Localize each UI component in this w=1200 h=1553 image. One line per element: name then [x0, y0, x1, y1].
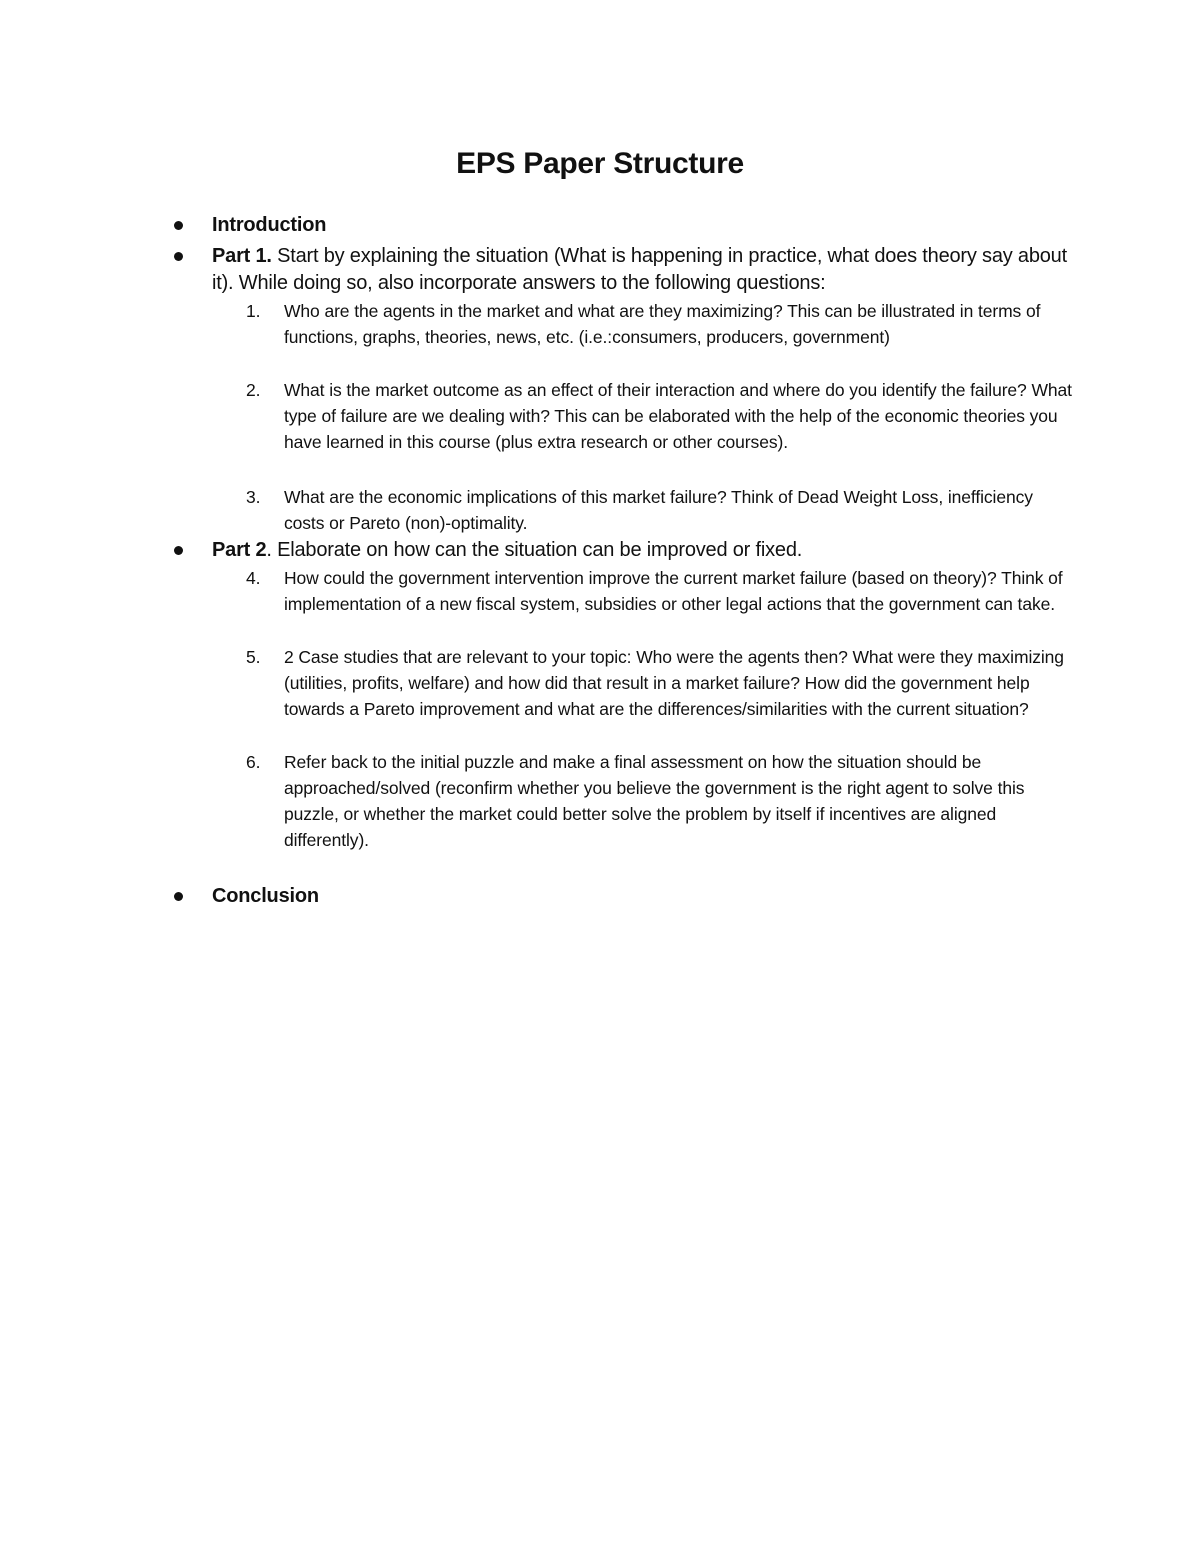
bullet-part-2 [212, 537, 1072, 564]
question-text: 2 Case studies that are relevant to your topic: Who were the agents then? What were they maximizing (utilities, profits, welfare) and how did that result in a market failure? How did the government help towards a Pareto improvement and what are the differences/similarities with the current situation? [284, 647, 1064, 719]
question-text: How could the government intervention improve the current market failure (based on theory)? Think of implementation of a new fiscal system, subsidies or other legal actions that the government can take. [284, 568, 1063, 614]
introduction-label: Introduction [212, 214, 327, 236]
bullet-icon [174, 892, 183, 901]
conclusion-label: Conclusion [212, 885, 319, 907]
question-item-5 [246, 644, 1074, 722]
bullet-part-1 [212, 243, 1072, 297]
question-number: 3. [246, 487, 261, 507]
question-text: Refer back to the initial puzzle and make a final assessment on how the situation should be approached/solved (reconfirm whether you believe the government is the right agent to solve this puzzle, or whether the market could better solve the problem by itself if incentives are aligned differently). [284, 752, 1025, 850]
part-2-text: . Elaborate on how can the situation can be improved or fixed. [266, 539, 803, 561]
bullet-introduction [212, 212, 1072, 239]
question-number: 1. [246, 301, 261, 321]
question-item-3 [246, 484, 1074, 536]
bullet-icon [174, 252, 183, 261]
bullet-icon [174, 221, 183, 230]
question-text: What is the market outcome as an effect of their interaction and where do you identify the failure? What type of failure are we dealing with? This can be elaborated with the help of the economic theories you have learned in this course (plus extra research or other courses). [284, 380, 1072, 452]
question-number: 6. [246, 752, 261, 772]
question-item-4 [246, 565, 1074, 617]
document-title: EPS Paper Structure [456, 147, 744, 180]
part-1-text: Start by explaining the situation (What is happening in practice, what does theory say about it). While doing so, also incorporate answers to the following questions: [212, 245, 1067, 294]
question-number: 4. [246, 568, 261, 588]
bullet-conclusion [212, 883, 1072, 910]
bullet-icon [174, 546, 183, 555]
question-item-6 [246, 749, 1074, 853]
question-number: 5. [246, 647, 261, 667]
question-item-1 [246, 298, 1074, 350]
question-number: 2. [246, 380, 261, 400]
question-text: Who are the agents in the market and what are they maximizing? This can be illustrated in terms of functions, graphs, theories, news, etc. (i.e.:consumers, producers, government) [284, 301, 1041, 347]
question-item-2 [246, 377, 1074, 455]
part-1-label: Part 1. [212, 245, 272, 267]
question-text: What are the economic implications of this market failure? Think of Dead Weight Loss, inefficiency costs or Pareto (non)-optimality. [284, 487, 1033, 533]
part-2-label: Part 2 [212, 539, 267, 561]
